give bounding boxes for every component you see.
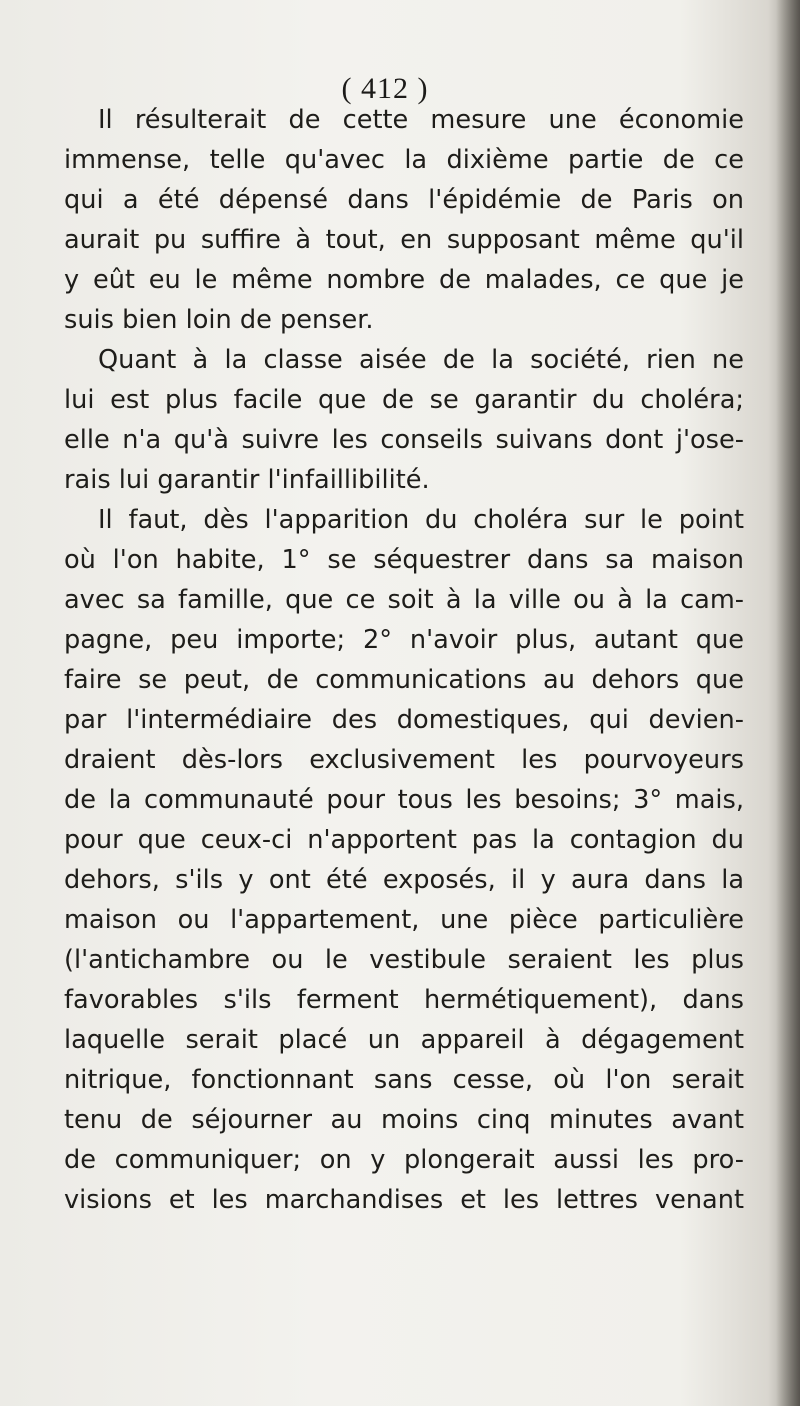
text-line: favorables s'ils ferment hermétiquement), dans [64,985,744,1015]
text-line: Il résulterait de cette mesure une économie [98,105,744,135]
text-line: immense, telle qu'avec la dixième partie de ce [64,145,744,175]
page-edge-shadow [776,0,800,1406]
text-line: de communiquer; on y plongerait aussi les pro- [64,1145,744,1175]
text-line: Il faut, dès l'apparition du choléra sur le point [98,505,744,535]
text-line: pour que ceux-ci n'apportent pas la contagion du [64,825,744,855]
page-number: ( 412 ) [341,72,429,105]
text-line: où l'on habite, 1° se séquestrer dans sa maison [64,545,744,575]
text-line: laquelle serait placé un appareil à dégagement [64,1025,744,1055]
text-line: draient dès-lors exclusivement les pourvoyeurs [64,745,744,775]
text-line: visions et les marchandises et les lettres venant [64,1185,744,1215]
text-line: avec sa famille, que ce soit à la ville ou à la cam- [64,585,744,615]
text-line: lui est plus facile que de se garantir du choléra; [64,385,744,415]
text-line: y eût eu le même nombre de malades, ce que je [64,265,744,295]
body-text [64,100,744,1220]
text-line: aurait pu suffire à tout, en supposant même qu'il [64,225,744,255]
text-line: dehors, s'ils y ont été exposés, il y aura dans la [64,865,744,895]
text-line: qui a été dépensé dans l'épidémie de Paris on [64,185,744,215]
text-line: maison ou l'appartement, une pièce particulière [64,905,744,935]
text-line: suis bien loin de penser. [64,305,374,335]
text-line: par l'intermédiaire des domestiques, qui devien- [64,705,744,735]
text-line: elle n'a qu'à suivre les conseils suivans dont j'ose- [64,425,744,455]
text-line: faire se peut, de communications au dehors que [64,665,744,695]
text-line: nitrique, fonctionnant sans cesse, où l'on serait [64,1065,744,1095]
text-line: tenu de séjourner au moins cinq minutes avant [64,1105,744,1135]
text-line: pagne, peu importe; 2° n'avoir plus, autant que [64,625,744,655]
text-line: Quant à la classe aisée de la société, rien ne [98,345,744,375]
text-line: de la communauté pour tous les besoins; 3° mais, [64,785,744,815]
text-line: (l'antichambre ou le vestibule seraient les plus [64,945,744,975]
text-line: rais lui garantir l'infaillibilité. [64,465,430,495]
